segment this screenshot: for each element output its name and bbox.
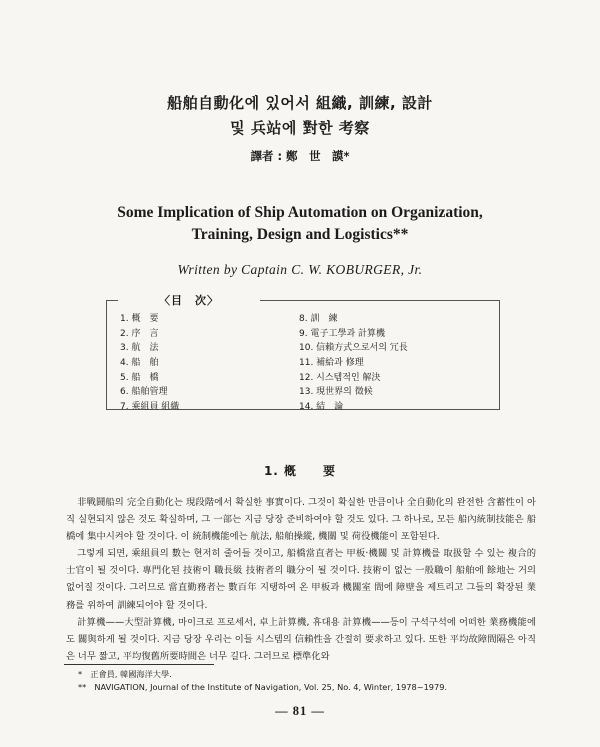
toc-item: 7. 乘組員 組織 <box>120 402 180 413</box>
toc-item: 2. 序 言 <box>120 328 159 339</box>
body-text <box>66 494 536 665</box>
toc-item: 5. 船 橋 <box>120 372 159 383</box>
toc-left-column <box>120 312 179 415</box>
english-title-line-2: Training, Design and Logistics** <box>191 226 409 243</box>
translator-credit: 譯者 : 鄭 世 謨* <box>250 149 350 163</box>
author-line: Written by Captain C. W. KOBURGER, Jr. <box>177 262 423 277</box>
korean-title-line-2: 및 兵站에 對한 考察 <box>230 119 370 137</box>
page-number: — 81 — <box>275 704 325 718</box>
toc-right-column <box>299 312 408 415</box>
paragraph: 計算機——大型計算機, 마이크로 프로세서, 卓上計算機, 휴대용 計算機——등이 구석구석에 어떠한 業務機能에도 關與하게 될 것이다. 지금 당장 우리는 이들 시스템의 信賴性을 간절히 要求하고 있다. 또한 平均故障間隔은 아직은 너무 짧고, 平均復舊所要時間은 너무 길다. 그러므로 標準化와 <box>66 616 536 662</box>
paragraph: 非戰鬪船의 完全自動化는 現段階에서 확실한 事實이다. 그것이 확실한 만큼이나 全自動化의 완전한 含蓄性이 아직 실현되지 않은 것도 확실하며, 그 一部는 지금 당장 준비하여야 할 것도 있다. 그 하나로, 모든 船內統制技能은 船橋에 集中시켜야 할 것이다. 이 統制機能에는 航法, 船舶操縱, 機關 및 荷役機能이 포함된다. <box>66 497 536 543</box>
toc-item: 12. 시스템적인 解決 <box>299 372 381 383</box>
toc-item: 14. 結 論 <box>299 402 344 413</box>
section-heading: 1. 槪 要 <box>263 464 337 478</box>
paragraph: 그렇게 되면, 乘組員의 數는 현저히 줄어들 것이고, 船橋當直者는 甲板·機關 및 計算機를 取扱할 수 있는 複合的 士官이 될 것이다. 專門化된 技術이 職長級 技術者의 職分이 될 것이다. 技術이 없는 一般職이 船舶에 餘地는 거의 없어질 것이다. 그러므로 當直勤務者는 數百年 지탱하여 온 甲板과 機關室 間에 障壁을 제트리고 그들의 확장된 業務를 위하여 訓練되어야 할 것이다. <box>66 548 536 611</box>
korean-title-line-1: 船舶自動化에 있어서 組織, 訓練, 設計 <box>167 94 433 112</box>
toc-item: 9. 電子工學과 計算機 <box>299 328 386 339</box>
toc-item: 11. 補給과 修理 <box>299 358 364 369</box>
toc-item: 10. 信賴方式으로서의 冗長 <box>299 343 408 354</box>
toc-item: 4. 船 舶 <box>120 358 159 369</box>
toc-item: 8. 訓 練 <box>299 314 338 324</box>
toc-item: 3. 航 法 <box>120 343 159 354</box>
toc-header: 〈目 次〉 <box>118 292 260 308</box>
footnote-source: ** NAVIGATION, Journal of the Institute of Navigation, Vol. 25, No. 4, Winter, 1978~1979. <box>78 682 448 692</box>
toc-item: 1. 概 要 <box>120 314 159 324</box>
footnote-affiliation: * 正會員, 韓國海洋大學. <box>78 669 172 679</box>
footnotes <box>78 668 548 694</box>
english-title-line-1: Some Implication of Ship Automation on Organization, <box>117 204 483 221</box>
toc-item: 13. 現世界의 徵候 <box>299 387 373 398</box>
toc-item: 6. 船舶管理 <box>120 387 168 398</box>
footnote-divider <box>64 664 214 665</box>
